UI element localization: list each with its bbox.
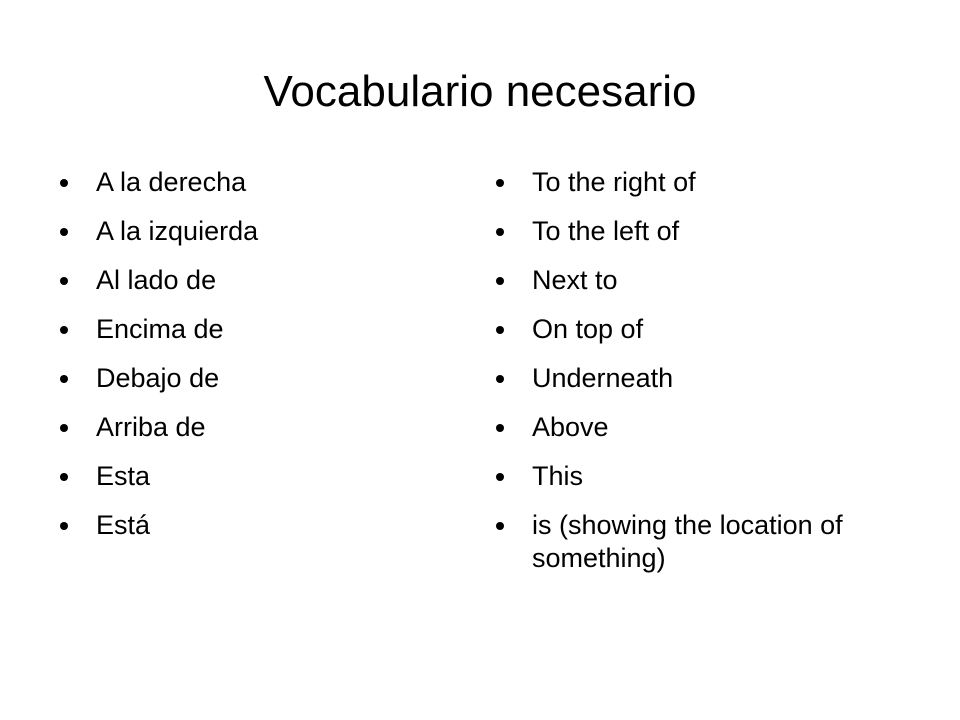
list-item xyxy=(496,215,916,248)
spanish-term: Arriba de xyxy=(96,412,206,442)
list-item xyxy=(60,313,460,346)
list-item xyxy=(60,362,460,395)
english-translation-list xyxy=(496,166,916,591)
list-item xyxy=(60,509,460,542)
spanish-term: Al lado de xyxy=(96,265,217,295)
bullet-icon xyxy=(60,326,68,334)
english-term: To the left of xyxy=(532,216,680,246)
list-item xyxy=(60,215,460,248)
list-item xyxy=(496,411,916,444)
spanish-term: Está xyxy=(96,510,151,540)
bullet-icon xyxy=(60,179,68,187)
bullet-icon xyxy=(496,277,504,285)
bullet-icon xyxy=(60,277,68,285)
english-term: Next to xyxy=(532,265,618,295)
bullet-icon xyxy=(496,326,504,334)
english-term: Above xyxy=(532,412,609,442)
english-term: On top of xyxy=(532,314,644,344)
slide-title: Vocabulario necesario xyxy=(263,67,697,116)
spanish-vocabulary-list xyxy=(60,166,460,558)
bullet-icon xyxy=(496,424,504,432)
bullet-icon xyxy=(60,424,68,432)
list-item xyxy=(60,166,460,199)
english-term: is (showing the location of something) xyxy=(532,510,843,573)
list-item xyxy=(496,509,916,575)
english-term: Underneath xyxy=(532,363,674,393)
list-item xyxy=(60,460,460,493)
list-item xyxy=(496,166,916,199)
english-term: To the right of xyxy=(532,167,696,197)
spanish-term: Esta xyxy=(96,461,151,491)
bullet-icon xyxy=(496,179,504,187)
bullet-icon xyxy=(496,522,504,530)
spanish-term: A la izquierda xyxy=(96,216,259,246)
spanish-term: Debajo de xyxy=(96,363,220,393)
spanish-term: A la derecha xyxy=(96,167,247,197)
spanish-term: Encima de xyxy=(96,314,224,344)
list-item xyxy=(496,362,916,395)
bullet-icon xyxy=(496,228,504,236)
list-item xyxy=(496,264,916,297)
bullet-icon xyxy=(60,473,68,481)
list-item xyxy=(60,264,460,297)
list-item xyxy=(60,411,460,444)
list-item xyxy=(496,313,916,346)
bullet-icon xyxy=(60,522,68,530)
bullet-icon xyxy=(60,228,68,236)
bullet-icon xyxy=(496,473,504,481)
list-item xyxy=(496,460,916,493)
english-term: This xyxy=(532,461,584,491)
bullet-icon xyxy=(60,375,68,383)
bullet-icon xyxy=(496,375,504,383)
